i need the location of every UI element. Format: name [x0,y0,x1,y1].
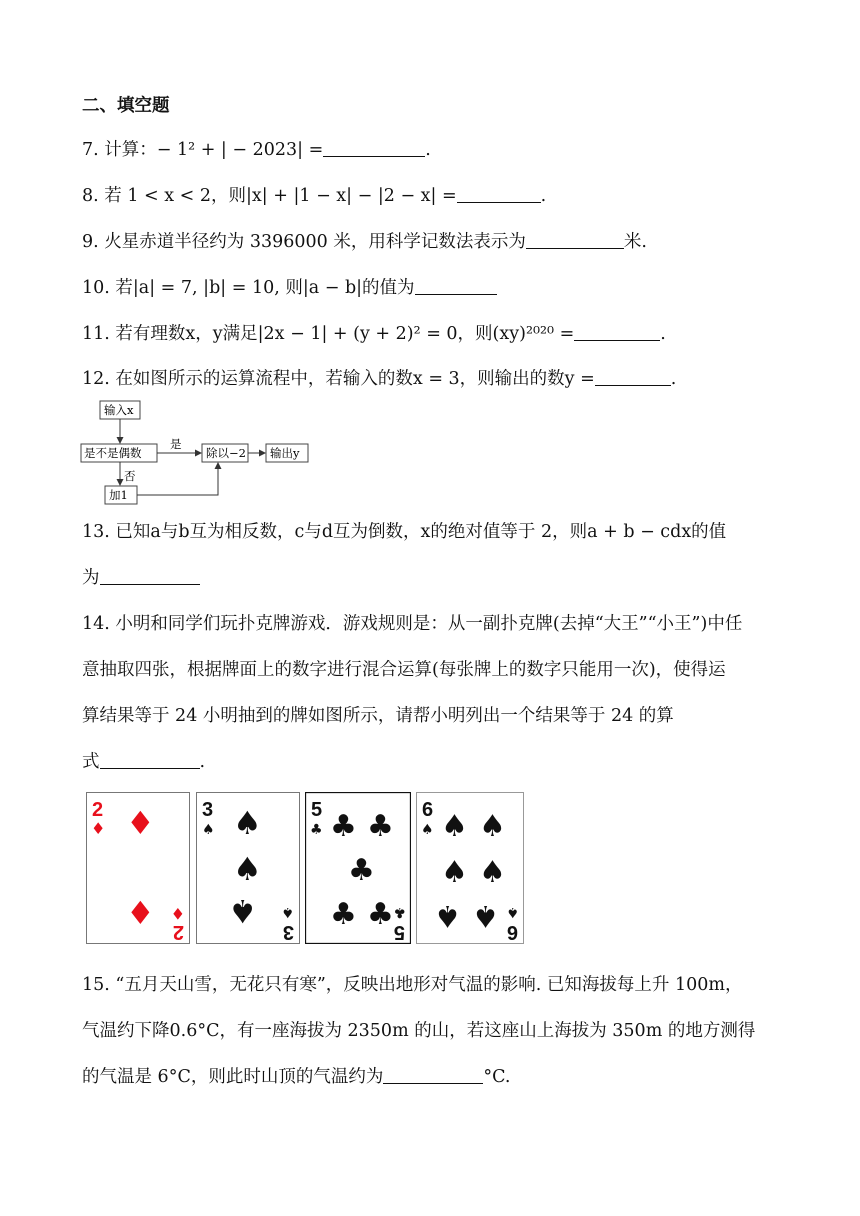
playing-card-3-spades [196,792,300,944]
playing-card-5-clubs [305,792,411,944]
question-8 [82,183,546,209]
answer-blank-7[interactable] [323,138,425,157]
flow-divide-box [202,444,248,462]
question-14-end: . [199,752,206,772]
answer-blank-12[interactable] [595,367,671,386]
club-icon: ♣ [348,853,375,888]
answer-blank-14[interactable] [100,750,200,769]
card-rank-inverted: 3 [282,921,294,943]
question-10-text: 10. 若|a| = 7, |b| = 10, 则|a − b|的值为 [82,278,415,298]
question-12-text: 12. 在如图所示的运算流程中，若输入的数x = 3，则输出的数y = [82,369,595,389]
question-7 [82,137,431,163]
question-7-text: 7. 计算：− 1² + | − 2023| = [82,140,324,160]
club-icon: ♣ [367,809,394,844]
flow-check-box [81,444,157,462]
question-15-line-1: 15. “五月天山雪，无花只有寒”，反映出地形对气温的影响. 已知海拔每上升 100m， [82,975,743,995]
spade-icon: ♠ [421,822,434,838]
spade-icon: ♠ [233,850,262,888]
question-14-line-2: 意抽取四张，根据牌面上的数字进行混合运算(每张牌上的数字只能用一次)，使得运 [82,660,726,680]
question-15-line-3 [82,1064,510,1090]
flow-check-label: 是不是偶数 [84,446,142,460]
question-11-end: . [660,324,666,344]
spade-icon: ♠ [506,904,519,920]
playing-card-2-diamonds [86,792,190,944]
question-11-text: 11. 若有理数x，y满足|2x − 1| + (y + 2)² = 0，则(xy)²⁰²⁰ = [82,324,575,344]
club-icon: ♣ [310,822,323,838]
answer-blank-15[interactable] [383,1065,483,1084]
answer-blank-11[interactable] [574,322,660,341]
spade-icon: ♠ [472,898,499,933]
question-15-end: °C. [483,1067,511,1087]
question-12 [82,366,676,392]
card-rank: 6 [422,799,434,821]
club-icon: ♣ [367,897,394,932]
answer-blank-8[interactable] [457,184,541,203]
diamond-icon: ♦ [91,819,106,838]
section-title: 二、填空题 [82,96,170,116]
card-rank-inverted: 6 [506,921,518,943]
spade-icon: ♠ [434,898,461,933]
question-14-line-3: 算结果等于 24 小明抽到的牌如图所示，请帮小明列出一个结果等于 24 的算 [82,706,674,726]
question-9 [82,229,647,255]
question-12-end: . [670,369,677,389]
answer-blank-10[interactable] [415,276,497,295]
card-rank-inverted: 2 [172,921,184,943]
question-9-text: 9. 火星赤道半径约为 3396000 米，用科学记数法表示为 [82,232,526,252]
card-rank: 5 [311,799,323,821]
question-7-end: . [425,140,431,160]
flow-add-box [105,486,137,504]
club-icon: ♣ [393,904,406,920]
spade-icon: ♠ [441,855,468,890]
flow-input-box [100,401,140,419]
flow-output-label: 输出y [270,446,300,460]
question-8-end: . [540,186,547,206]
answer-blank-13[interactable] [100,566,200,585]
question-9-end: 米. [623,232,647,252]
card-rank: 3 [202,799,214,821]
card-rank: 2 [92,799,104,821]
flow-divide-label: 除以−2 [206,446,246,460]
question-13-text: 为 [82,568,100,588]
club-icon: ♣ [330,809,357,844]
spade-icon: ♠ [228,892,257,930]
diamond-icon: ♦ [170,904,185,923]
question-11 [82,321,666,347]
question-13-line-2 [82,565,200,591]
flow-input-label: 输入x [104,403,134,417]
flow-yes-label: 是 [170,437,182,451]
diamond-icon: ♦ [126,894,155,932]
spade-icon: ♠ [281,904,294,920]
operation-flowchart [80,400,310,508]
question-14-line-1: 14. 小明和同学们玩扑克牌游戏．游戏规则是：从一副扑克牌(去掉“大王”“小王”)中任 [82,614,743,634]
spade-icon: ♠ [441,809,468,844]
playing-card-6-spades [416,792,524,944]
card-rank-inverted: 5 [393,921,405,943]
answer-blank-9[interactable] [526,230,624,249]
question-14-line-4 [82,749,205,775]
question-14-text: 式 [82,752,100,772]
flow-no-label: 否 [124,469,136,483]
spade-icon: ♠ [233,804,262,842]
club-icon: ♣ [330,897,357,932]
flow-arrow-loop [137,463,218,495]
spade-icon: ♠ [479,809,506,844]
question-15-line-2: 气温约下降0.6°C，有一座海拔为 2350m 的山，若这座山上海拔为 350m 的地方测得 [82,1021,756,1041]
question-13-line-1: 13. 已知a与b互为相反数，c与d互为倒数，x的绝对值等于 2，则a + b − cdx的值 [82,522,727,542]
flow-output-box [266,444,308,462]
spade-icon: ♠ [479,855,506,890]
flow-add-label: 加1 [109,488,128,502]
spade-icon: ♠ [202,822,215,838]
diamond-icon: ♦ [126,804,155,842]
question-10 [82,275,497,301]
question-8-text: 8. 若 1 < x < 2，则|x| + |1 − x| − |2 − x| = [82,186,457,206]
question-15-text: 的气温是 6°C，则此时山顶的气温约为 [82,1067,384,1087]
